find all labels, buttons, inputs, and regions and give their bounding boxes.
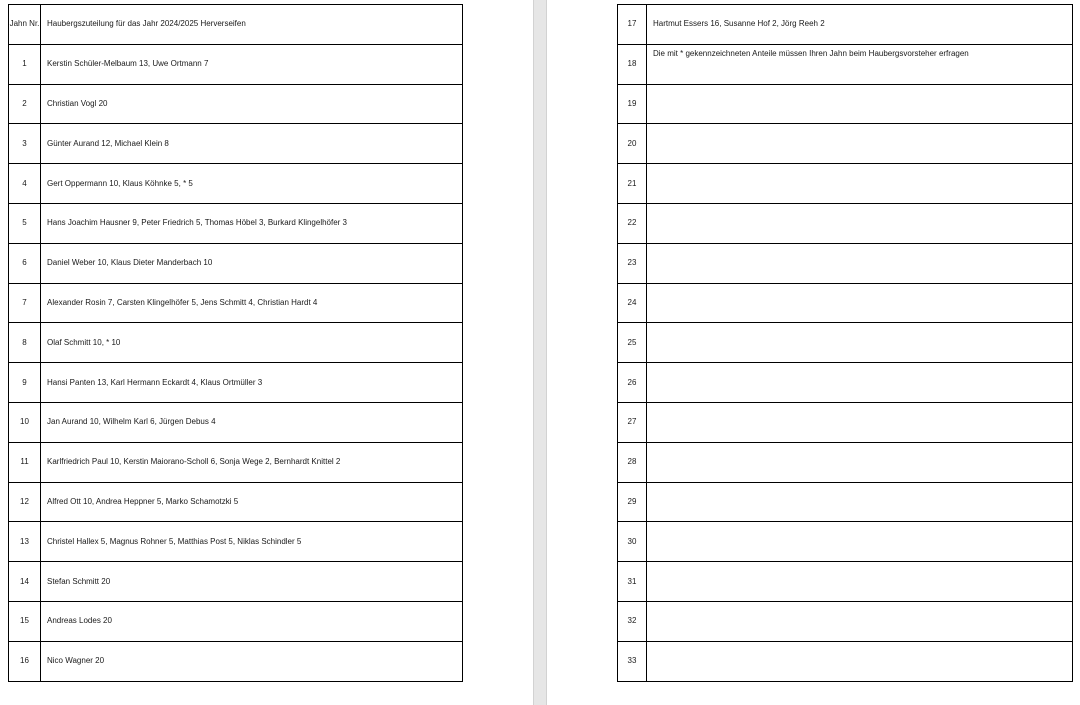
table-row (618, 124, 1073, 164)
allocation-names: Nico Wagner 20 (41, 641, 463, 681)
jahn-number: 6 (9, 243, 41, 283)
allocation-names (647, 562, 1073, 602)
table-row (9, 44, 463, 84)
allocation-table-left (8, 4, 463, 682)
jahn-number: 24 (618, 283, 647, 323)
table-row (9, 124, 463, 164)
table-row (9, 482, 463, 522)
allocation-names: Alfred Ott 10, Andrea Heppner 5, Marko Schamotzki 5 (41, 482, 463, 522)
table-row (618, 363, 1073, 403)
allocation-names (647, 283, 1073, 323)
allocation-names (647, 442, 1073, 482)
table-row (618, 84, 1073, 124)
table-row (9, 323, 463, 363)
allocation-names: Christian Vogl 20 (41, 84, 463, 124)
allocation-names: Andreas Lodes 20 (41, 601, 463, 641)
table-row (9, 283, 463, 323)
jahn-number: 19 (618, 84, 647, 124)
jahn-number: 31 (618, 562, 647, 602)
jahn-number: 29 (618, 482, 647, 522)
table-row (618, 601, 1073, 641)
allocation-names: Alexander Rosin 7, Carsten Klingelhöfer 5, Jens Schmitt 4, Christian Hardt 4 (41, 283, 463, 323)
allocation-names (647, 641, 1073, 681)
table-row (618, 442, 1073, 482)
table-row (9, 641, 463, 681)
allocation-names: Hansi Panten 13, Karl Hermann Eckardt 4, Klaus Ortmüller 3 (41, 363, 463, 403)
allocation-names: Olaf Schmitt 10, * 10 (41, 323, 463, 363)
allocation-names: Jan Aurand 10, Wilhelm Karl 6, Jürgen Debus 4 (41, 402, 463, 442)
allocation-names (647, 164, 1073, 204)
allocation-names (647, 323, 1073, 363)
allocation-names: Hartmut Essers 16, Susanne Hof 2, Jörg Reeh 2 (647, 5, 1073, 45)
jahn-number: 27 (618, 402, 647, 442)
allocation-names (647, 601, 1073, 641)
table-row (9, 243, 463, 283)
jahn-number: 9 (9, 363, 41, 403)
allocation-names (647, 203, 1073, 243)
jahn-number: 28 (618, 442, 647, 482)
allocation-names (647, 84, 1073, 124)
document-page-right (547, 0, 1080, 705)
table-row (9, 203, 463, 243)
jahn-number: 25 (618, 323, 647, 363)
table-row (618, 641, 1073, 681)
allocation-names (647, 363, 1073, 403)
jahn-number: 10 (9, 402, 41, 442)
document-page-left (0, 0, 533, 705)
allocation-names (647, 243, 1073, 283)
table-row (9, 84, 463, 124)
jahn-number: 23 (618, 243, 647, 283)
allocation-names: Günter Aurand 12, Michael Klein 8 (41, 124, 463, 164)
allocation-names: Gert Oppermann 10, Klaus Köhnke 5, * 5 (41, 164, 463, 204)
jahn-number: 33 (618, 641, 647, 681)
page-gutter (533, 0, 547, 705)
jahn-number: 22 (618, 203, 647, 243)
jahn-number: 14 (9, 562, 41, 602)
jahn-number: 11 (9, 442, 41, 482)
table-row (618, 323, 1073, 363)
table-row (618, 482, 1073, 522)
jahn-number: 32 (618, 601, 647, 641)
jahn-number: 5 (9, 203, 41, 243)
table-row (9, 522, 463, 562)
table-row (618, 44, 1073, 84)
jahn-number: 20 (618, 124, 647, 164)
jahn-number: 12 (9, 482, 41, 522)
table-row (618, 5, 1073, 45)
jahn-number: 7 (9, 283, 41, 323)
allocation-names: Kerstin Schüler-Melbaum 13, Uwe Ortmann 7 (41, 44, 463, 84)
jahn-number: 13 (9, 522, 41, 562)
jahn-number: 26 (618, 363, 647, 403)
allocation-names (647, 522, 1073, 562)
table-row (618, 283, 1073, 323)
table-row (618, 562, 1073, 602)
jahn-number: 16 (9, 641, 41, 681)
allocation-names: Hans Joachim Hausner 9, Peter Friedrich 5, Thomas Höbel 3, Burkard Klingelhöfer 3 (41, 203, 463, 243)
allocation-names: Stefan Schmitt 20 (41, 562, 463, 602)
jahn-number: 3 (9, 124, 41, 164)
allocation-names: Karlfriedrich Paul 10, Kerstin Maiorano-Scholl 6, Sonja Wege 2, Bernhardt Knittel 2 (41, 442, 463, 482)
table-row (618, 522, 1073, 562)
allocation-names (647, 402, 1073, 442)
table-row (618, 203, 1073, 243)
table-row (9, 402, 463, 442)
table-row (9, 442, 463, 482)
jahn-number: 17 (618, 5, 647, 45)
footnote-text: Die mit * gekennzeichneten Anteile müssen Ihren Jahn beim Haubergsvorsteher erfragen (647, 44, 1073, 84)
jahn-number: 15 (9, 601, 41, 641)
jahn-nr-header: Jahn Nr. (9, 5, 41, 45)
allocation-names (647, 482, 1073, 522)
table-row (9, 601, 463, 641)
jahn-number: 30 (618, 522, 647, 562)
table-row (618, 402, 1073, 442)
jahn-number: 8 (9, 323, 41, 363)
jahn-number: 2 (9, 84, 41, 124)
jahn-number: 18 (618, 44, 647, 84)
allocation-names (647, 124, 1073, 164)
allocation-names: Christel Hallex 5, Magnus Rohner 5, Matthias Post 5, Niklas Schindler 5 (41, 522, 463, 562)
table-row (9, 363, 463, 403)
allocation-names: Daniel Weber 10, Klaus Dieter Manderbach 10 (41, 243, 463, 283)
table-row (9, 562, 463, 602)
jahn-number: 21 (618, 164, 647, 204)
document-title: Haubergszuteilung für das Jahr 2024/2025 Herverseifen (41, 5, 463, 45)
table-row (618, 164, 1073, 204)
jahn-number: 1 (9, 44, 41, 84)
allocation-table-right (617, 4, 1073, 682)
jahn-number: 4 (9, 164, 41, 204)
table-header-row (9, 5, 463, 45)
table-row (618, 243, 1073, 283)
table-row (9, 164, 463, 204)
